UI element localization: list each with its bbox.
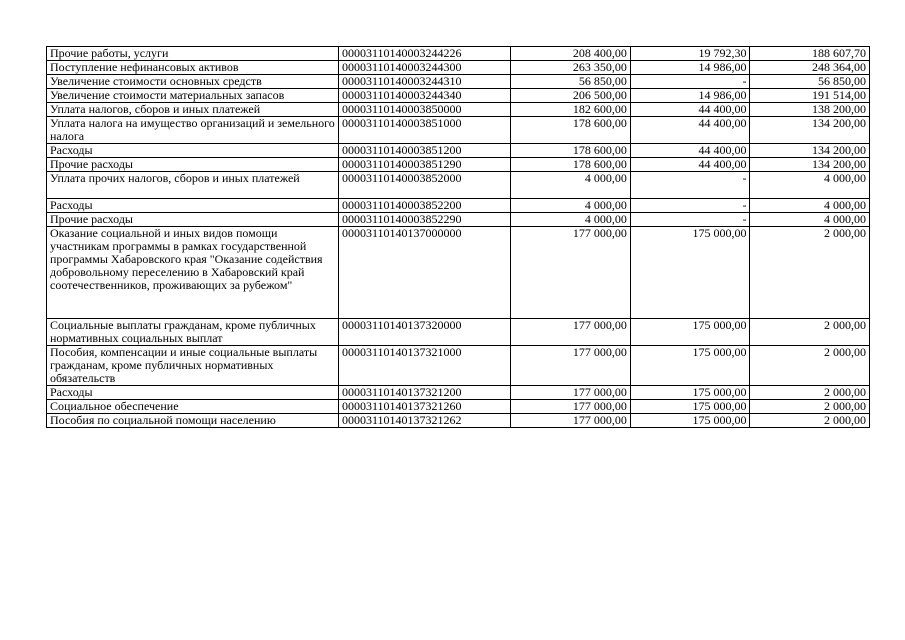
row-name: Оказание социальной и иных видов помощи участникам программы в рамках государственной программы Хабаровского края "Оказание содействия добровольному переселению в Хабаровский край соотечественников, проживающих за рубежом" bbox=[47, 227, 339, 319]
row-exec: 19 792,30 bbox=[630, 47, 750, 61]
table-row bbox=[47, 89, 870, 103]
row-exec: 44 400,00 bbox=[630, 144, 750, 158]
row-plan: 206 500,00 bbox=[511, 89, 631, 103]
row-exec: 14 986,00 bbox=[630, 61, 750, 75]
row-plan: 177 000,00 bbox=[511, 386, 631, 400]
row-name: Прочие расходы bbox=[47, 213, 339, 227]
row-exec: 175 000,00 bbox=[630, 346, 750, 386]
row-rest: 191 514,00 bbox=[750, 89, 870, 103]
row-code: 00003110140137000000 bbox=[338, 227, 510, 319]
row-plan: 56 850,00 bbox=[511, 75, 631, 89]
row-code: 00003110140003852290 bbox=[338, 213, 510, 227]
row-code: 00003110140003244226 bbox=[338, 47, 510, 61]
row-exec: 44 400,00 bbox=[630, 158, 750, 172]
table-row bbox=[47, 227, 870, 319]
row-plan: 178 600,00 bbox=[511, 144, 631, 158]
row-rest: 2 000,00 bbox=[750, 386, 870, 400]
table-row bbox=[47, 75, 870, 89]
row-code: 00003110140003852200 bbox=[338, 199, 510, 213]
table-row bbox=[47, 400, 870, 414]
row-plan: 177 000,00 bbox=[511, 400, 631, 414]
row-exec: 44 400,00 bbox=[630, 117, 750, 144]
row-rest: 138 200,00 bbox=[750, 103, 870, 117]
row-plan: 208 400,00 bbox=[511, 47, 631, 61]
row-rest: 134 200,00 bbox=[750, 144, 870, 158]
table-row bbox=[47, 103, 870, 117]
row-name: Социальные выплаты гражданам, кроме публичных нормативных социальных выплат bbox=[47, 319, 339, 346]
row-rest: 4 000,00 bbox=[750, 199, 870, 213]
row-plan: 178 600,00 bbox=[511, 158, 631, 172]
row-rest: 2 000,00 bbox=[750, 227, 870, 319]
table-row bbox=[47, 144, 870, 158]
row-rest: 134 200,00 bbox=[750, 117, 870, 144]
table-row bbox=[47, 319, 870, 346]
row-exec: 44 400,00 bbox=[630, 103, 750, 117]
row-exec: - bbox=[630, 172, 750, 199]
row-name: Прочие расходы bbox=[47, 158, 339, 172]
row-rest: 2 000,00 bbox=[750, 400, 870, 414]
row-rest: 4 000,00 bbox=[750, 213, 870, 227]
table-row bbox=[47, 172, 870, 199]
row-exec: - bbox=[630, 213, 750, 227]
row-rest: 188 607,70 bbox=[750, 47, 870, 61]
row-rest: 2 000,00 bbox=[750, 319, 870, 346]
row-code: 00003110140003851200 bbox=[338, 144, 510, 158]
table-row bbox=[47, 346, 870, 386]
row-name: Поступление нефинансовых активов bbox=[47, 61, 339, 75]
row-name: Расходы bbox=[47, 386, 339, 400]
row-plan: 263 350,00 bbox=[511, 61, 631, 75]
row-code: 00003110140003851290 bbox=[338, 158, 510, 172]
row-rest: 248 364,00 bbox=[750, 61, 870, 75]
row-code: 00003110140137321000 bbox=[338, 346, 510, 386]
row-plan: 177 000,00 bbox=[511, 346, 631, 386]
row-code: 00003110140003244310 bbox=[338, 75, 510, 89]
row-rest: 2 000,00 bbox=[750, 346, 870, 386]
row-exec: 175 000,00 bbox=[630, 414, 750, 428]
row-name: Уплата прочих налогов, сборов и иных платежей bbox=[47, 172, 339, 199]
row-plan: 177 000,00 bbox=[511, 319, 631, 346]
row-name: Пособия, компенсации и иные социальные выплаты гражданам, кроме публичных нормативных обязательств bbox=[47, 346, 339, 386]
row-exec: - bbox=[630, 75, 750, 89]
row-exec: 175 000,00 bbox=[630, 386, 750, 400]
table-row bbox=[47, 213, 870, 227]
row-plan: 177 000,00 bbox=[511, 227, 631, 319]
row-name: Пособия по социальной помощи населению bbox=[47, 414, 339, 428]
row-plan: 4 000,00 bbox=[511, 213, 631, 227]
row-code: 00003110140137321260 bbox=[338, 400, 510, 414]
row-plan: 4 000,00 bbox=[511, 199, 631, 213]
table-row bbox=[47, 199, 870, 213]
row-plan: 177 000,00 bbox=[511, 414, 631, 428]
row-name: Расходы bbox=[47, 199, 339, 213]
row-code: 00003110140003852000 bbox=[338, 172, 510, 199]
row-exec: 175 000,00 bbox=[630, 400, 750, 414]
table-row bbox=[47, 386, 870, 400]
row-code: 00003110140137321262 bbox=[338, 414, 510, 428]
row-name: Прочие работы, услуги bbox=[47, 47, 339, 61]
row-code: 00003110140137320000 bbox=[338, 319, 510, 346]
table-row bbox=[47, 117, 870, 144]
row-name: Уплата налогов, сборов и иных платежей bbox=[47, 103, 339, 117]
row-rest: 4 000,00 bbox=[750, 172, 870, 199]
row-exec: 14 986,00 bbox=[630, 89, 750, 103]
row-plan: 182 600,00 bbox=[511, 103, 631, 117]
table-row bbox=[47, 414, 870, 428]
row-plan: 4 000,00 bbox=[511, 172, 631, 199]
row-exec: 175 000,00 bbox=[630, 227, 750, 319]
row-name: Увеличение стоимости основных средств bbox=[47, 75, 339, 89]
row-code: 00003110140003244340 bbox=[338, 89, 510, 103]
row-name: Увеличение стоимости материальных запасов bbox=[47, 89, 339, 103]
row-code: 00003110140003851000 bbox=[338, 117, 510, 144]
table-row bbox=[47, 47, 870, 61]
row-exec: - bbox=[630, 199, 750, 213]
row-plan: 178 600,00 bbox=[511, 117, 631, 144]
budget-execution-table bbox=[46, 46, 870, 428]
row-name: Расходы bbox=[47, 144, 339, 158]
row-name: Уплата налога на имущество организаций и земельного налога bbox=[47, 117, 339, 144]
row-code: 00003110140137321200 bbox=[338, 386, 510, 400]
row-rest: 2 000,00 bbox=[750, 414, 870, 428]
row-code: 00003110140003850000 bbox=[338, 103, 510, 117]
row-rest: 56 850,00 bbox=[750, 75, 870, 89]
row-name: Социальное обеспечение bbox=[47, 400, 339, 414]
table-row bbox=[47, 61, 870, 75]
row-rest: 134 200,00 bbox=[750, 158, 870, 172]
table-row bbox=[47, 158, 870, 172]
row-code: 00003110140003244300 bbox=[338, 61, 510, 75]
row-exec: 175 000,00 bbox=[630, 319, 750, 346]
